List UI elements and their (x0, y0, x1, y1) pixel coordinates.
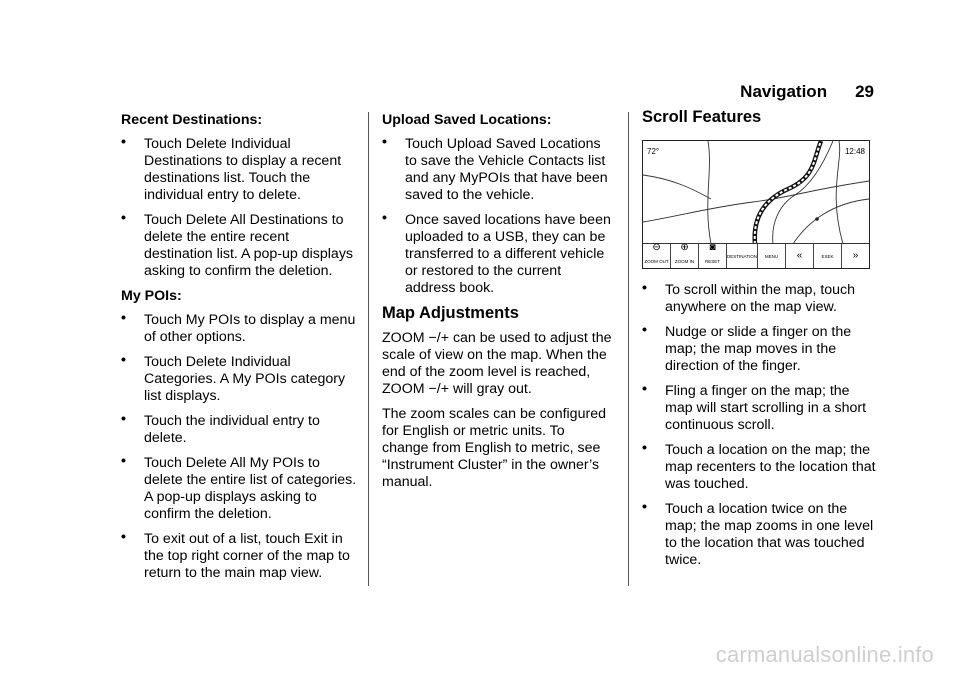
list-item: • Touch Delete All My POIs to delete the entire list of categories. A pop-up displays asking to confirm the deletion. (121, 453, 357, 522)
list-item: • To scroll within the map, touch anywhere on the map view. (642, 280, 856, 315)
my-pois-heading: My POIs: (121, 288, 182, 304)
bullet: • (121, 411, 126, 427)
double-chevron-right-icon: » (852, 250, 859, 261)
zoom-in-button[interactable]: ⊕ ZOOM IN (670, 244, 698, 268)
bullet: • (121, 453, 126, 469)
double-chevron-left-icon: « (796, 250, 803, 261)
watermark: carmanualsonline.info (715, 642, 934, 667)
list-item: • Nudge or slide a finger on the map; the map moves in the direction of the finger. (642, 322, 852, 374)
compass-icon: ◙ (709, 241, 716, 253)
column-3 (642, 108, 880, 577)
column-divider (628, 112, 629, 586)
map-roads (643, 141, 869, 244)
list-item: • Touch Delete All Destinations to delete the entire recent destination list. A pop-up displays asking to confirm the deletion. (121, 210, 354, 279)
bullet: • (382, 210, 387, 226)
list-item: • To exit out of a list, touch Exit in the top right corner of the map to return to the main map view. (121, 529, 350, 581)
paragraph: The zoom scales can be configured for English or metric units. To change from English to metric, see “Instrument Cluster” in the owner’s manual. (382, 406, 606, 490)
column-1 (121, 112, 361, 590)
bullet: • (121, 310, 126, 326)
previous-button[interactable] (785, 244, 813, 268)
bullet: • (121, 210, 126, 226)
running-header (740, 82, 874, 102)
list-item: • Touch a location twice on the map; the map zooms in one level to the location that was touched twice. (642, 499, 874, 568)
recent-destinations-list (121, 136, 361, 280)
bullet: • (642, 322, 647, 338)
my-pois-list (121, 312, 361, 582)
bullet: • (642, 280, 647, 296)
list-item: • Once saved locations have been uploaded to a USB, they can be transferred to a different vehicle or restored to the current address book. (382, 210, 611, 296)
list-item: • Touch Delete Individual Destinations to display a recent destinations list. Touch the individual entry to delete. (121, 134, 342, 203)
recent-destinations-heading: Recent Destinations: (121, 112, 263, 128)
list-item: • Touch a location on the map; the map recenters to the location that was touched. (642, 440, 876, 492)
column-2 (382, 112, 614, 499)
section-title: Navigation (740, 82, 828, 101)
list-item: • Fling a finger on the map; the map will start scrolling in a short continuous scroll. (642, 381, 867, 433)
temperature-readout: 72° (647, 147, 660, 156)
map-screen-illustration (642, 140, 870, 269)
bullet: • (382, 134, 387, 150)
scroll-features-list (642, 282, 880, 569)
bullet: • (121, 529, 126, 545)
bullet: • (642, 499, 647, 515)
upload-saved-locations-heading: Upload Saved Locations: (382, 112, 552, 128)
bullet: • (121, 134, 126, 150)
map-adjustments-heading: Map Adjustments (382, 304, 519, 322)
scroll-features-heading: Scroll Features (642, 108, 762, 126)
zoom-out-button[interactable]: ⊖ ZOOM OUT (644, 241, 669, 264)
bullet: • (642, 381, 647, 397)
page-number: 29 (855, 82, 874, 101)
plus-icon: ⊕ (680, 241, 689, 253)
list-item: • Touch My POIs to display a menu of other options. (121, 310, 356, 345)
upload-list (382, 136, 614, 297)
clock-readout: 12:48 (844, 147, 865, 156)
bullet: • (121, 352, 126, 368)
destination-button[interactable]: DESTINATION (726, 244, 757, 268)
next-button[interactable] (841, 244, 869, 268)
minus-icon: ⊖ (652, 241, 661, 253)
menu-button[interactable]: MENU (757, 244, 785, 268)
list-item: • Touch Delete Individual Categories. A My POIs category list displays. (121, 352, 346, 404)
bullet: • (642, 440, 647, 456)
list-item: • Touch Upload Saved Locations to save the Vehicle Contacts list and any MyPOIs that have been saved to the vehicle. (382, 134, 608, 203)
column-divider (368, 112, 369, 586)
paragraph: ZOOM −/+ can be used to adjust the scale of view on the map. When the end of the zoom level is reached, ZOOM −/+ will gray out. (382, 330, 612, 397)
map-toolbar (643, 243, 869, 268)
reset-button[interactable]: ◙ RESET (698, 244, 726, 268)
list-item: • Touch the individual entry to delete. (121, 411, 320, 446)
exek-button[interactable]: EXEK (813, 244, 841, 268)
